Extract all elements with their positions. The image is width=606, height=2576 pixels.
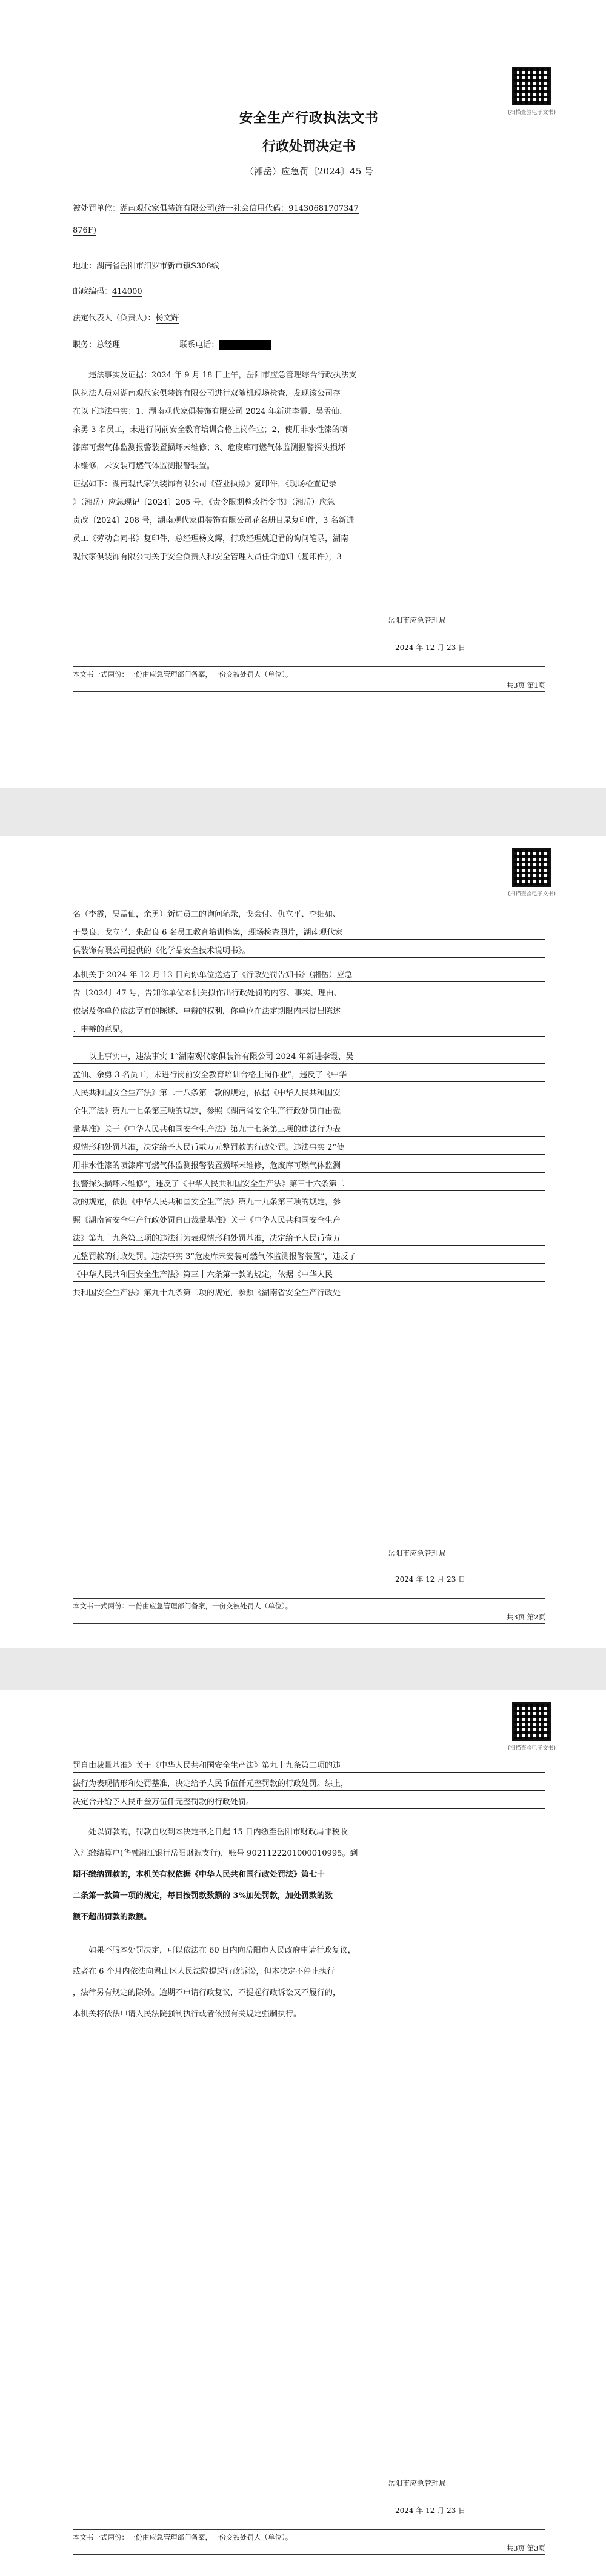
body-line: 共和国安全生产法》第九十九条第二项的规定，参照《湖南省安全生产行政处 <box>73 1287 545 1300</box>
document-category-title: 安全生产行政执法文书 <box>239 110 379 126</box>
legal-rep-value: 杨文辉 <box>155 314 179 323</box>
document-page-2 <box>0 836 606 1648</box>
document-title: 行政处罚决定书 <box>262 139 356 154</box>
unit-row-cont <box>73 225 545 237</box>
postcode-row <box>73 286 545 298</box>
body-line: 告〔2024〕47 号，告知你单位本机关拟作出行政处罚的内容、事实、理由、 <box>73 988 545 1000</box>
body-line: 以上事实中，违法事实 1“湖南观代家俱装饰有限公司 2024 年新进李霞、吴 <box>73 1051 545 1064</box>
page-footer <box>73 1598 545 1624</box>
signature-date: 2024 年 12 月 23 日 <box>395 2506 466 2515</box>
page-number: 共3页 第2页 <box>506 1613 545 1621</box>
footer-note: 本文书一式两份：一份由应急管理部门备案，一份交被处罚人（单位）。 <box>73 2533 293 2541</box>
address-label: 地址： <box>73 262 97 271</box>
body-line: 》（湘岳）应急现记〔2024〕205 号，《责令限期整改指令书》（湘岳）应急 <box>73 498 335 507</box>
unit-label: 被处罚单位： <box>73 204 121 213</box>
body-line: 罚自由裁量基准》关于《中华人民共和国安全生产法》第九十九条第二项的违 <box>73 1760 545 1773</box>
body-line: 全生产法》第九十七条第三项的规定，参照《湖南省安全生产行政处罚自由裁 <box>73 1106 545 1118</box>
body-line: 、申辩的意见。 <box>73 1024 545 1037</box>
unit-row <box>73 203 545 215</box>
appeal-line: 如果不服本处罚决定，可以依法在 60 日内向岳阳市人民政府申请行政复议， <box>88 1946 356 1955</box>
body-line: 人民共和国安全生产法》第二十八条第一款的规定，依据《中华人民共和国安 <box>73 1087 545 1100</box>
body-line: 用非水性漆的喷漆库可燃气体监测报警装置损坏未维修，危废库可燃气体监测 <box>73 1160 545 1173</box>
unit-value-cont: 876F) <box>73 226 96 235</box>
payment-line: 额不超出罚款的数额。 <box>73 1913 152 1922</box>
appeal-line: ，法律另有规定的除外。逾期不申请行政复议，不提起行政诉讼又不履行的， <box>73 1988 341 1997</box>
body-line: 证据如下：湖南观代家俱装饰有限公司《营业执照》复印件，《现场检查记录 <box>73 480 337 489</box>
body-line: 孟仙、余勇 3 名员工，未进行岗前安全教育培训合格上岗作业”，违反了《中华 <box>73 1069 545 1082</box>
body-line: 违法事实及证据：2024 年 9 月 18 日上午，岳阳市应急管理综合行政执法支 <box>88 371 357 380</box>
body-line: 名（李霞，吴孟仙，余勇）新进员工的询问笔录，戈会付、仇立平、李细如、 <box>73 909 545 921</box>
payment-line: 二条第一款第一项的规定，每日按罚款数额的 3%加处罚款，加处罚款的数 <box>73 1891 333 1900</box>
document-number: （湘岳）应急罚〔2024〕45 号 <box>244 166 374 177</box>
document-page-1 <box>0 0 606 788</box>
payment-line: 期不缴纳罚款的，本机关有权依据《中华人民共和国行政处罚法》第七十 <box>73 1870 325 1879</box>
position-label: 职务： <box>73 340 97 350</box>
body-line: 队执法人员对湖南观代家俱装饰有限公司进行双随机现场检查，发现该公司存 <box>73 389 341 398</box>
qr-caption: (扫描查验电子文书) <box>508 891 556 897</box>
payment-line: 处以罚款的，罚款自收到本决定书之日起 15 日内缴至岳阳市财政局非税收 <box>88 1828 348 1837</box>
legal-rep-row <box>73 313 545 325</box>
body-line: 法》第九十九条第三项的违法行为表现情形和处罚基准，决定给予人民币壹万 <box>73 1233 545 1246</box>
authority-name: 岳阳市应急管理局 <box>388 2479 447 2488</box>
footer-note: 本文书一式两份：一份由应急管理部门备案，一份交被处罚人（单位）。 <box>73 670 293 679</box>
body-line: 观代家俱装饰有限公司关于安全负责人和安全管理人员任命通知（复印件），3 <box>73 553 342 562</box>
body-line: 余勇 3 名员工，未进行岗前安全教育培训合格上岗作业；2、使用非水性漆的喷 <box>73 425 348 434</box>
address-row <box>73 261 545 273</box>
address-value: 湖南省岳阳市汨罗市新市镇S308线 <box>96 262 219 271</box>
postcode-value: 414000 <box>112 287 142 296</box>
body-line: 现情形和处罚基准，决定给予人民币贰万元整罚款的行政处罚。违法事实 2“使 <box>73 1142 545 1155</box>
page-number: 共3页 第3页 <box>506 2544 545 2552</box>
qr-caption: (扫描查验电子文书) <box>508 1745 556 1751</box>
body-line: 法行为表现情形和处罚基准，决定给予人民币伍仟元整罚款的行政处罚。综上， <box>73 1778 545 1791</box>
body-line: 未维修，未安装可燃气体监测报警装置。 <box>73 462 215 471</box>
body-line: 本机关于 2024 年 12 月 13 日向你单位送达了《行政处罚告知书》（湘岳）应急 <box>73 969 545 982</box>
footer-note: 本文书一式两份：一份由应急管理部门备案，一份交被处罚人（单位）。 <box>73 1602 293 1610</box>
body-line: 量基准》关于《中华人民共和国安全生产法》第九十七条第三项的违法行为表 <box>73 1124 545 1137</box>
body-line: 漆库可燃气体监测报警装置损坏未维修；3、危废库可燃气体监测报警探头损坏 <box>73 443 346 453</box>
position-row <box>73 339 545 351</box>
body-line: 照《湖南省安全生产行政处罚自由裁量基准》关于《中华人民共和国安全生产 <box>73 1215 545 1227</box>
legal-rep-label: 法定代表人（负责人）： <box>73 314 156 323</box>
page-footer <box>73 666 545 692</box>
qr-code-icon[interactable] <box>512 1702 551 1741</box>
qr-code-icon[interactable] <box>512 67 551 105</box>
position-value: 总经理 <box>96 340 121 350</box>
body-line: 员工《劳动合同书》复印件，总经理杨文辉，行政经理姚迎君的询问笔录，湖南 <box>73 534 349 543</box>
qr-caption: (扫描查验电子文书) <box>508 110 556 116</box>
body-line: 于曼良、戈立平、朱甜良 6 名员工教育培训档案，现场检查照片，湖南观代家 <box>73 927 545 940</box>
body-line: 俱装饰有限公司提供的《化学品安全技术说明书》。 <box>73 945 545 958</box>
document-page-3 <box>0 1690 606 2576</box>
body-line: 依据及你单位依法享有的陈述、申辩的权利，你单位在法定期限内未提出陈述 <box>73 1006 545 1018</box>
redacted-phone <box>219 340 271 350</box>
page-number: 共3页 第1页 <box>506 681 545 689</box>
qr-code-icon[interactable] <box>512 848 551 887</box>
body-line: 《中华人民共和国安全生产法》第三十六条第一款的规定，依据《中华人民 <box>73 1269 545 1282</box>
body-line: 款的规定，依据《中华人民共和国安全生产法》第九十九条第三项的规定，参 <box>73 1197 545 1209</box>
authority-name: 岳阳市应急管理局 <box>388 616 447 625</box>
body-line: 报警探头损坏未维修”，违反了《中华人民共和国安全生产法》第三十六条第二 <box>73 1178 545 1191</box>
body-line: 在以下违法事实：1、湖南观代家俱装饰有限公司 2024 年新进李霞、吴孟仙、 <box>73 407 347 416</box>
body-line: 决定合并给予人民币叁万伍仟元整罚款的行政处罚。 <box>73 1796 545 1809</box>
appeal-line: 或者在 6 个月内依法向君山区人民法院提起行政诉讼，但本决定不停止执行 <box>73 1967 335 1976</box>
signature-date: 2024 年 12 月 23 日 <box>395 643 466 652</box>
page-footer <box>73 2529 545 2555</box>
postcode-label: 邮政编码： <box>73 287 113 296</box>
signature-date: 2024 年 12 月 23 日 <box>395 1575 466 1584</box>
unit-value: 湖南观代家俱装饰有限公司(统一社会信用代码：91430681707347 <box>120 204 359 213</box>
body-line: 责改〔2024〕208 号，湖南观代家俱装饰有限公司花名册目录复印件，3 名新进 <box>73 516 355 525</box>
payment-line: 入汇缴结算户(华融湘江银行岳阳财源支行)，账号 9021122201000010995。到 <box>73 1849 358 1858</box>
appeal-line: 本机关将依法申请人民法院强制执行或者依照有关规定强制执行。 <box>73 2010 302 2019</box>
authority-name: 岳阳市应急管理局 <box>388 1549 447 1558</box>
body-line: 元整罚款的行政处罚。违法事实 3“危废库未安装可燃气体监测报警装置”，违反了 <box>73 1251 545 1264</box>
phone-label: 联系电话： <box>179 340 219 350</box>
